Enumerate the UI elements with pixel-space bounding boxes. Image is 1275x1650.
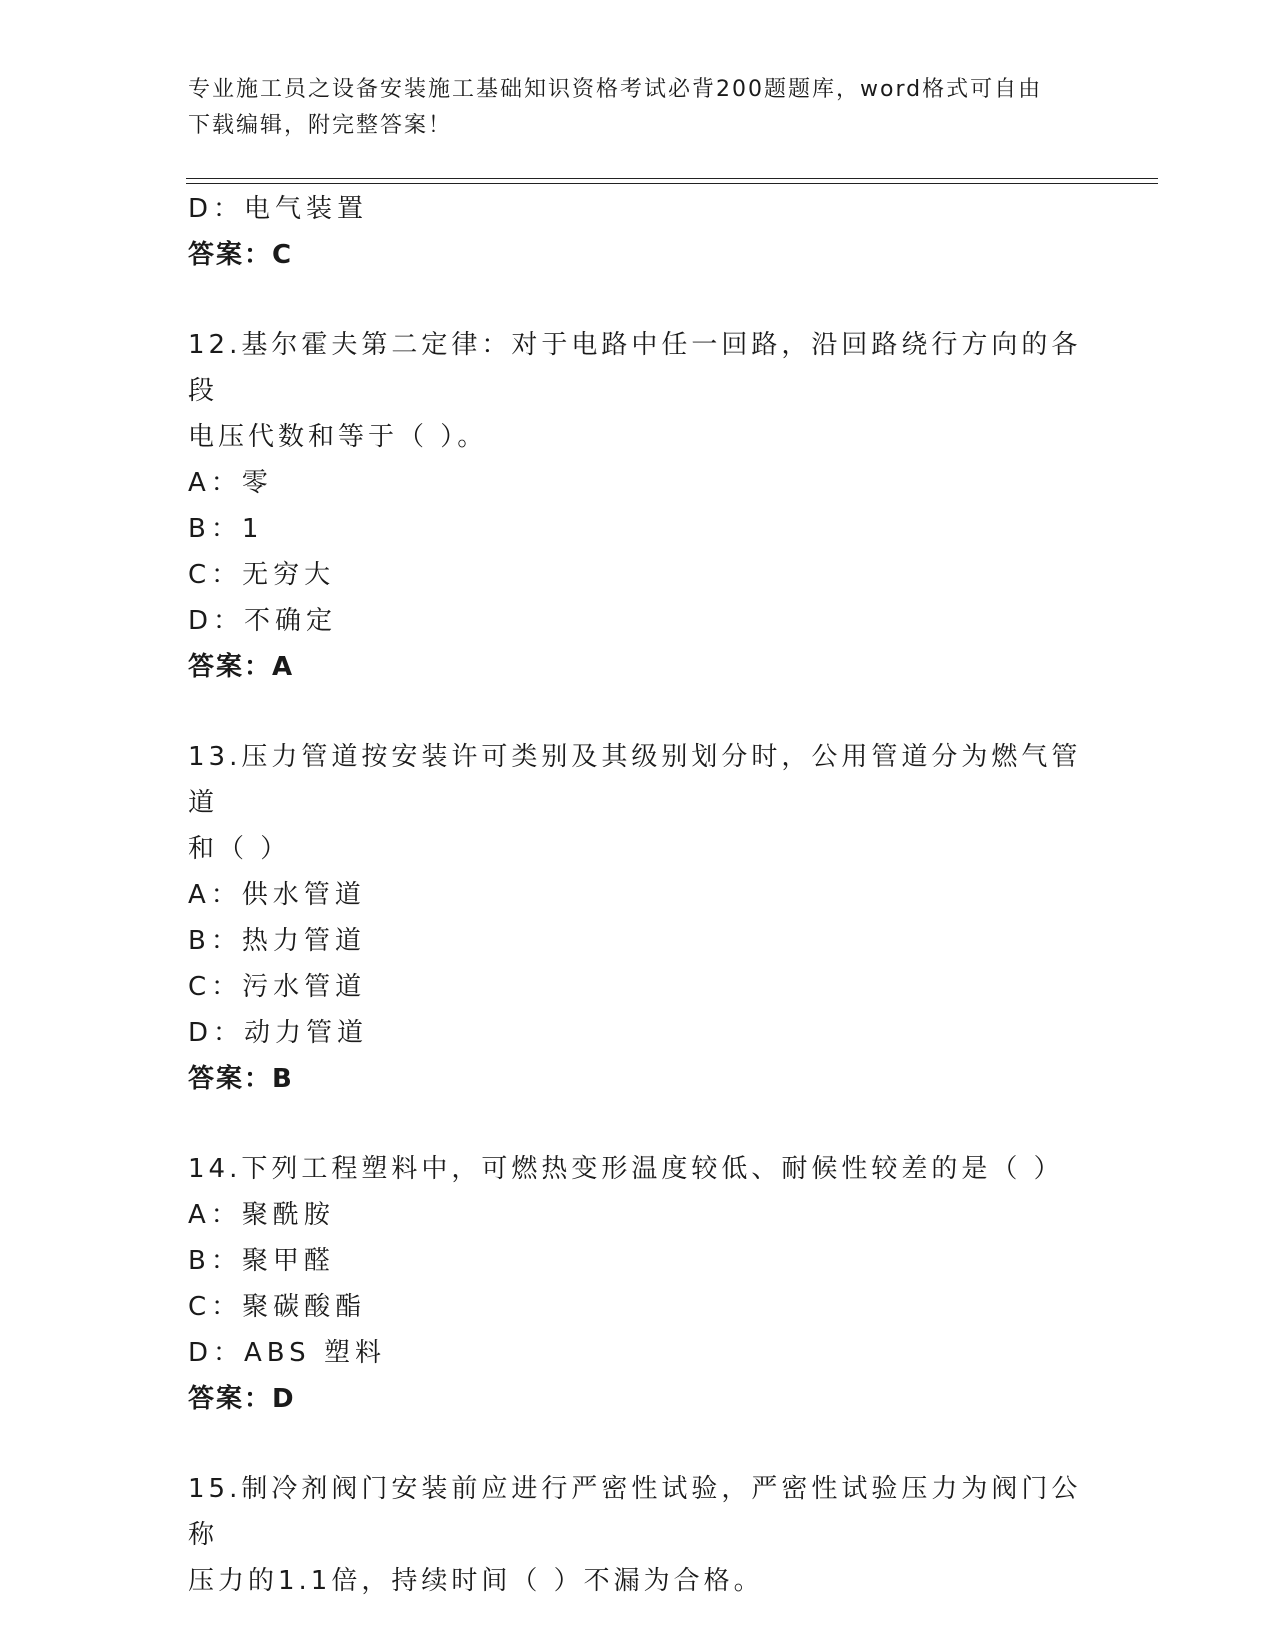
option-d: D：电气装置: [188, 194, 369, 224]
option-b: B：热力管道: [188, 926, 366, 956]
document-header: [188, 72, 1088, 144]
document-body: [188, 186, 1088, 1604]
answer: 答案：A: [188, 652, 295, 682]
option-a: A：零: [188, 468, 273, 498]
option-b: B：1: [188, 514, 264, 544]
spacer: [188, 690, 1088, 734]
question-text-line-1: 14.下列工程塑料中，可燃热变形温度较低、耐候性较差的是（ ）: [188, 1154, 1064, 1184]
answer: 答案：B: [188, 1064, 294, 1094]
question-text-line-1: 13.压力管道按安装许可类别及其级别划分时，公用管道分为燃气管道: [188, 742, 1082, 818]
question-text-line-1: 12.基尔霍夫第二定律：对于电路中任一回路，沿回路绕行方向的各段: [188, 330, 1082, 406]
spacer: [188, 1422, 1088, 1466]
header-divider-top: [186, 178, 1158, 179]
answer: 答案：D: [188, 1384, 296, 1414]
question-12: [188, 322, 1088, 690]
question-text-line-2: 和（ ）: [188, 834, 291, 864]
spacer: [188, 1102, 1088, 1146]
option-d: D：ABS 塑料: [188, 1338, 386, 1368]
option-c: C：无穷大: [188, 560, 336, 590]
question-15: [188, 1466, 1088, 1604]
header-divider-bottom: [186, 183, 1158, 184]
question-text-line-1: 15.制冷剂阀门安装前应进行严密性试验，严密性试验压力为阀门公称: [188, 1474, 1082, 1550]
spacer: [188, 278, 1088, 322]
option-d: D：动力管道: [188, 1018, 369, 1048]
question-text-line-2: 压力的1.1倍，持续时间（ ）不漏为合格。: [188, 1566, 764, 1596]
question-13: [188, 734, 1088, 1102]
option-c: C：污水管道: [188, 972, 367, 1002]
header-line-2: 下载编辑，附完整答案！: [188, 113, 453, 138]
option-a: A：聚酰胺: [188, 1200, 335, 1230]
option-a: A：供水管道: [188, 880, 366, 910]
question-14: [188, 1146, 1088, 1422]
question-text-line-2: 电压代数和等于（ ）。: [188, 422, 488, 452]
header-line-1: 专业施工员之设备安装施工基础知识资格考试必背200题题库，word格式可自由: [188, 77, 1043, 102]
option-c: C：聚碳酸酯: [188, 1292, 367, 1322]
option-d: D：不确定: [188, 606, 338, 636]
answer: 答案：C: [188, 240, 294, 270]
question-11-continuation: [188, 186, 1088, 278]
option-b: B：聚甲醛: [188, 1246, 335, 1276]
